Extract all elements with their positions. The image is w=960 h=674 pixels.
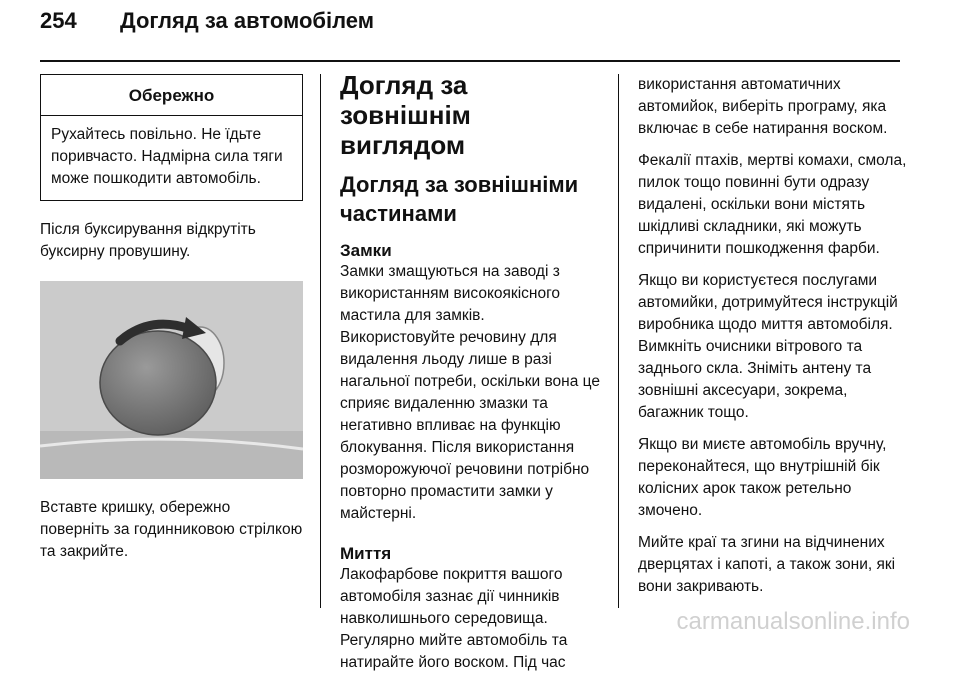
warning-text: Рухайтесь повільно. Не їдьте поривчасто. Надмірна сила тяги може пошкодити автомобіль. [51,126,283,187]
paragraph-insert-cover: Вставте кришку, обережно поверніть за годинниковою стрілкою та закрийте. [40,499,303,560]
paragraph-car-wash-instructions: Якщо ви користуєтеся послугами автомийки, дотримуйтеся інструкцій виробника щодо миття автомобіля. Вимкніть очисники вітрового та заднього скла. Зніміть антену та зовнішні аксесуари, зокрема, багажник тощо. [638,272,898,421]
header-rule [40,60,900,62]
towing-cover-drawing [40,281,303,479]
paragraph-hand-wash: Якщо ви миєте автомобіль вручну, переконайтеся, що внутрішній бік колісних арок також ретельно змочено. [638,436,887,519]
subsection-title: Догляд за зовнішніми частинами [340,172,579,226]
paragraph-door-edges: Мийте краї та згини на відчинених дверцятах і капоті, а також зони, які вони закривають. [638,534,896,595]
washing-text: Лакофарбове покриття вашого автомобіля зазнає дії чинників навколишнього середовища. Регулярно мийте автомобіль та натирайте його воском. Під час [340,566,568,671]
column-left [40,74,303,563]
watermark: carmanualsonline.info [676,608,910,635]
warning-title: Обережно [41,75,302,116]
running-title: Догляд за автомобілем [120,8,375,33]
section-title: Догляд за зовнішнім виглядом [340,70,471,160]
column-divider [618,74,619,608]
locks-heading: Замки [340,241,392,260]
column-divider [320,74,321,608]
paragraph-unscrew-eye: Після буксирування відкрутіть буксирну провушину. [40,221,256,260]
towing-cover-illustration [40,281,303,479]
column-right [638,74,908,598]
warning-box [40,74,303,201]
paragraph-bird-droppings: Фекалії птахів, мертві комахи, смола, пилок тощо повинні бути одразу видалені, оскільки вони містять шкідливі складники, які можуть спричинити пошкодження фарби. [638,152,907,257]
column-middle [340,70,602,674]
page-number: 254 [40,8,77,33]
washing-heading: Миття [340,544,392,563]
page-header [40,8,374,34]
locks-text: Замки змащуються на заводі з використанням високоякісного мастила для замків. Використовуйте речовину для видалення льоду лише в разі нагальної потреби, оскільки вона це сприяє видаленню змазки та негативно впливає на функцію блокування. Після використання розморожуючої речовини потрібно повторно промастити замки у майстерні. [340,263,600,522]
paragraph-car-wash-program: використання автоматичних автомийок, виберіть програму, яка включає в себе натирання воском. [638,76,888,137]
